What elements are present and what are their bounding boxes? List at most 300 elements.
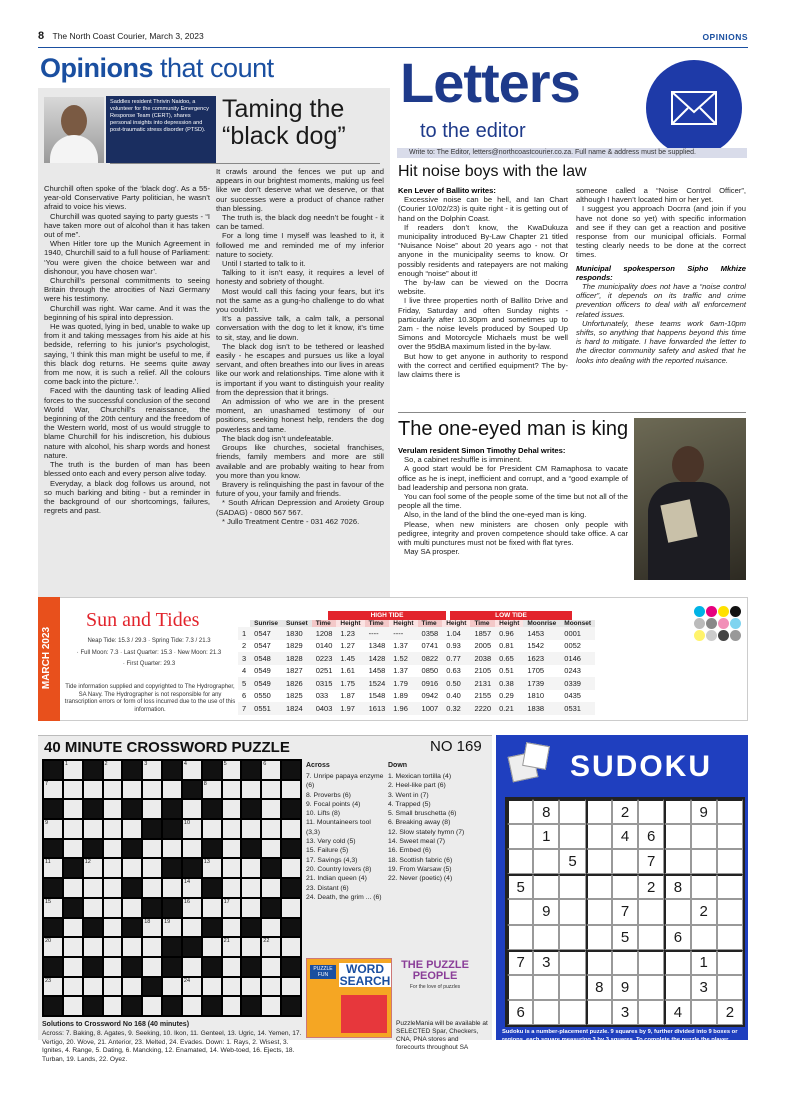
sudoku-cell[interactable] [559,799,585,824]
sudoku-cell: 7 [507,950,533,975]
crossword-black-cell [281,839,301,859]
tide-cell: 0741 [421,641,439,651]
sudoku-cell[interactable] [586,1000,612,1025]
crossword-cell[interactable] [83,780,103,800]
tide-cell: 1.87 [340,691,355,701]
sudoku-cell[interactable] [717,925,743,950]
crossword-cell[interactable] [241,898,261,918]
tide-cell: 0.93 [446,641,461,651]
crossword-cell[interactable] [222,839,242,859]
sudoku-cell[interactable] [586,874,612,899]
sudoku-cell[interactable] [559,1000,585,1025]
color-swatch [718,606,729,617]
tide-cell: 1.23 [336,627,364,640]
crossword-black-cell [202,957,222,977]
crossword-cell[interactable] [202,819,222,839]
crossword-black-cell [63,858,83,878]
crossword-black-cell [142,819,162,839]
crossword-cell[interactable] [63,937,83,957]
crossword-cell[interactable] [241,858,261,878]
crossword-black-cell [83,957,103,977]
crossword-cell[interactable]: 22 [261,937,281,957]
crossword-number: NO 169 [430,738,482,755]
sudoku-cell[interactable] [586,925,612,950]
tide-cell: 0358 [418,627,443,640]
letter1-byline: Ken Lever of Ballito writes: [398,186,496,195]
crossword-cell[interactable] [202,977,222,997]
letters-subtitle: to the editor [420,120,526,142]
sudoku-cell[interactable] [638,799,664,824]
paragraph: Also, in the land of the blind the one-eyed man is king. [404,510,587,520]
opinion-col-2 [216,167,384,526]
sudoku-cell: 2 [638,874,664,899]
sudoku-cell[interactable] [586,824,612,849]
sudoku-cell[interactable] [559,874,585,899]
opinion-col-1 [44,184,210,515]
sudoku-cell[interactable] [717,899,743,924]
puzzlemania-note: PuzzleMania will be available at SELECTED Spar, Checkers, CNA, PNA stores and forecourts throughout SA [396,1020,488,1051]
crossword-cell[interactable] [162,839,182,859]
sudoku-cell[interactable] [717,950,743,975]
crossword-cell[interactable]: 14 [182,878,202,898]
sudoku-cell[interactable] [612,849,638,874]
crossword-cell[interactable] [63,819,83,839]
tide-cell: 1623 [523,652,560,665]
crossword-cell[interactable] [162,977,182,997]
crossword-cell[interactable] [63,918,83,938]
crossword-black-cell [122,918,142,938]
crossword-cell[interactable] [182,918,202,938]
crossword-cell[interactable] [281,898,301,918]
crossword-cell[interactable]: 10 [182,819,202,839]
sudoku-cell[interactable] [612,950,638,975]
sudoku-cell[interactable] [638,899,664,924]
tide-cell: 0531 [560,702,595,715]
crossword-cell[interactable] [122,780,142,800]
sudoku-cell: 3 [691,975,717,1000]
crossword-cell[interactable] [142,858,162,878]
crossword-cell[interactable]: 18 [142,918,162,938]
paragraph: Please, when new ministers are chosen only people with pedigree, integrity and proven competence should take office. A car with multi punctures must not be fixed with flat tyres. [398,519,628,548]
crossword-cell[interactable] [281,977,301,997]
reply-heading: Municipal spokesperson Sipho Mkhize responds: [576,263,746,282]
crossword-cell[interactable] [182,839,202,859]
tide-cell: 1613 [365,702,390,715]
paragraph: You can fool some of the people some of the time but not all of the people all the time. [398,492,628,511]
color-registration [694,606,744,718]
crossword-cell[interactable]: 2 [103,760,123,780]
crossword-cell[interactable] [63,996,83,1016]
tide-cell: 0140 [315,641,333,651]
sudoku-cell: 8 [586,975,612,1000]
page-header [38,30,748,46]
crossword-cell[interactable] [103,996,123,1016]
crossword-cell[interactable] [83,937,103,957]
crossword-cell[interactable] [202,898,222,918]
sudoku-cell[interactable] [559,824,585,849]
crossword-cell[interactable] [83,977,103,997]
crossword-black-cell [43,799,63,819]
sudoku-cell[interactable] [717,824,743,849]
crossword-cell[interactable]: 6 [261,760,281,780]
tide-cell: 0.29 [499,691,514,701]
paragraph: someone called a “Noise Control Officer”, although I haven’t located him or her yet. [576,186,746,205]
crossword-grid[interactable] [42,759,302,1017]
sudoku-cell[interactable] [559,899,585,924]
down-heading: Down [388,762,408,769]
sudoku-cell[interactable] [507,799,533,824]
crossword-cell[interactable] [261,819,281,839]
crossword-black-cell [43,760,63,780]
tides-title: Sun and Tides [86,609,200,631]
crossword-cell[interactable]: 16 [182,898,202,918]
crossword-black-cell [281,878,301,898]
crossword-cell[interactable] [241,780,261,800]
tide-cell: 1007 [418,702,443,715]
crossword-black-cell [122,957,142,977]
paragraph: Churchill’s personal commitments to seeing Britain through the atrocities of Nazi Germany were his testimony. [44,276,210,304]
crossword-cell[interactable] [103,937,123,957]
crossword-black-cell [122,839,142,859]
sudoku-cell[interactable] [717,874,743,899]
crossword-cell[interactable]: 17 [222,898,242,918]
sudoku-cell[interactable] [638,1000,664,1025]
tide-cell: 1705 [527,666,545,676]
sudoku-cell[interactable] [533,925,559,950]
sudoku-cell[interactable] [664,975,690,1000]
sudoku-cell[interactable] [507,824,533,849]
paragraph: The truth is the burden of man has been blessed onto each and every person alive today. [44,460,210,479]
crossword-cell[interactable] [261,996,281,1016]
crossword-cell[interactable]: 4 [182,760,202,780]
sudoku-cell[interactable] [507,899,533,924]
sudoku-cell[interactable] [691,874,717,899]
crossword-cell[interactable]: 11 [43,858,63,878]
crossword-cell[interactable] [241,937,261,957]
low-tide-label: LOW TIDE [450,611,572,620]
tide-cell: 0315 [312,677,337,690]
crossword-cell[interactable] [202,937,222,957]
sudoku-cell[interactable] [533,874,559,899]
crossword-cell[interactable] [103,839,123,859]
crossword-cell[interactable] [63,839,83,859]
sudoku-cell[interactable] [533,975,559,1000]
crossword-black-cell [162,937,182,957]
crossword-cell[interactable]: 19 [162,918,182,938]
crossword-cell[interactable] [142,937,162,957]
paragraph: Talking to it isn’t easy, it requires a level of honesty and sobriety of thought. [216,268,384,287]
crossword-cell[interactable]: 24 [182,977,202,997]
crossword-cell[interactable] [261,799,281,819]
crossword-cell[interactable] [281,780,301,800]
tide-cell: 1524 [365,677,390,690]
crossword-cell[interactable] [142,780,162,800]
sudoku-cell[interactable] [691,1000,717,1025]
crossword-cell[interactable] [63,780,83,800]
sudoku-cell: 2 [717,1000,743,1025]
crossword-cell[interactable] [142,957,162,977]
sudoku-cell[interactable] [507,849,533,874]
crossword-cell[interactable] [261,780,281,800]
crossword-black-cell [43,957,63,977]
crossword-cell[interactable] [103,858,123,878]
paragraph: May SA prosper. [404,547,460,557]
sudoku-grid[interactable] [505,797,745,1027]
sudoku-cell[interactable] [559,975,585,1000]
tide-cell: 0339 [560,677,595,690]
paragraph: But how to get anyone in authority to respond with the correct and certified equipment? The by-law claims there is [398,351,568,380]
crossword-cell[interactable]: 21 [222,937,242,957]
crossword-cell[interactable] [182,799,202,819]
crossword-cell[interactable] [162,878,182,898]
crossword-cell[interactable] [182,996,202,1016]
tides-phase-2: · Full Moon: 7.3 · Last Quarter: 15.3 · New Moon: 21.3 [76,650,222,656]
color-swatch [694,618,705,629]
tide-cell: 0.81 [499,641,514,651]
tide-cell: 1.96 [389,702,417,715]
sudoku-cell[interactable] [638,925,664,950]
crossword-cell[interactable] [261,918,281,938]
tide-cell: 0.96 [495,627,523,640]
sudoku-cell: 5 [612,925,638,950]
paragraph: When Hitler tore up the Munich Agreement in 1940, Churchill said to a full house of Parliament: ‘You were given the choice between war and dishonour, you have chosen war’. [44,239,210,276]
sudoku-cell[interactable] [559,950,585,975]
crossword-black-cell [281,760,301,780]
sudoku-cell[interactable] [691,849,717,874]
crossword-cell[interactable] [182,957,202,977]
tides-phase-1: Neap Tide: 15.3 / 29.3 · Spring Tide: 7.3 / 21.3 [87,638,211,644]
crossword-cell[interactable] [142,996,162,1016]
sudoku-cell: 5 [507,874,533,899]
tide-cell: 0942 [421,691,439,701]
sudoku-cell[interactable] [691,824,717,849]
crossword-black-cell [83,839,103,859]
crossword-cell[interactable] [103,878,123,898]
crossword-cell[interactable] [63,878,83,898]
letter2-headline: The one-eyed man is king [398,418,629,440]
sudoku-cell[interactable] [586,950,612,975]
tide-cell: 0052 [564,641,581,651]
tide-cell: 0916 [418,677,443,690]
puzzle-people-title: THE PUZZLE PEOPLE [401,959,469,982]
crossword-black-cell [182,937,202,957]
crossword-cell[interactable] [83,898,103,918]
tide-cell: 1739 [523,677,560,690]
crossword-black-cell [162,996,182,1016]
solutions-text: Across: 7. Baking, 8. Agates, 9. Seeking, 10. Ikon, 11. Genteel, 13. Ugric, 14. Yemen, 17. Vertigo, 20. Wove, 21. Anterior, 23. Melted, 24. Evades. Down: 1. Rays, 2. Wisest, 3. Ignites, 4. Range, 5. Dating, 6. Mancking, 12. Enamated, 14. Web-toed, 16. Ejects, 18. Turban, 19. Lands, 22. Oyez. [42,1030,302,1063]
crossword-cell[interactable] [122,977,142,997]
tide-cell: 0.32 [442,702,470,715]
sudoku-cell[interactable] [717,975,743,1000]
crossword-cell[interactable] [63,799,83,819]
crossword-cell[interactable] [281,819,301,839]
crossword-black-cell [43,839,63,859]
tide-cell: 1857 [470,627,495,640]
crossword-cell[interactable] [63,977,83,997]
tide-cell: 2155 [474,691,492,701]
sudoku-title: SUDOKU [570,750,713,783]
tides-note: Tide information supplied and copyrighted to The Hydrographer, SA Navy. The Hydrographer is not responsible for any transcription errors or form of loss incurred due to the use of this information. [64,684,236,713]
sudoku-cell[interactable] [507,975,533,1000]
crossword-cell[interactable]: 3 [142,760,162,780]
crossword-cell[interactable] [122,858,142,878]
crossword-black-cell [43,918,63,938]
sudoku-cell[interactable] [664,950,690,975]
crossword-black-cell [162,957,182,977]
tide-cell: 0.40 [446,691,461,701]
tide-cell: 1828 [282,652,312,665]
crossword-cell[interactable] [222,780,242,800]
crossword-cell[interactable] [103,918,123,938]
crossword-cell[interactable] [222,858,242,878]
tide-cell: 1825 [286,691,303,701]
crossword-cell[interactable] [222,878,242,898]
paragraph: He was quoted, lying in bed, unable to wake up from it and taking messages from his aide at his bedside, referring to his junior’s psychologist, saying, ‘I think this man might be useful to me, if this black dog returns. He seems quite away from me now, it is such a relief. All the colours come back into the picture.’. [44,322,210,387]
crossword-cell[interactable] [103,799,123,819]
crossword-cell[interactable]: 13 [202,858,222,878]
crossword-cell[interactable] [241,878,261,898]
crossword-cell[interactable] [281,937,301,957]
solutions-heading: Solutions to Crossword No 168 (40 minutes) [42,1021,190,1028]
sudoku-cell[interactable] [664,899,690,924]
tide-cell: 1.79 [389,677,417,690]
crossword-cell[interactable] [222,996,242,1016]
tide-cell: 0550 [254,691,271,701]
sudoku-cell[interactable] [664,799,690,824]
tide-cell: 1826 [282,677,312,690]
sudoku-cell: 1 [533,824,559,849]
color-swatch [730,630,741,641]
crossword-black-cell [241,957,261,977]
crossword-cell[interactable] [103,898,123,918]
crossword-cell[interactable] [222,977,242,997]
sudoku-cell[interactable] [533,1000,559,1025]
tide-table [238,620,688,715]
paragraph: The truth is, the black dog needn’t be fought - it can be tamed. [216,213,384,232]
sudoku-cell[interactable] [664,824,690,849]
sudoku-cell[interactable] [717,799,743,824]
sudoku-cell[interactable] [664,849,690,874]
crossword-cell[interactable] [103,977,123,997]
paragraph: The black dog isn’t undefeatable. [222,433,334,443]
crossword-black-cell [281,918,301,938]
reply-paragraph: Unfortunately, these teams work 6am-10pm shifts, so anything that happens beyond this time is hard to mitigate. I have forwarded the letter to the director community safety and asked that he looks into dealing with the reported nuisance. [576,318,746,365]
crossword-cell[interactable] [142,878,162,898]
crossword-cell[interactable]: 9 [43,819,63,839]
crossword-cell[interactable] [103,780,123,800]
tides-month: MARCH 2023 [41,626,52,690]
crossword-cell[interactable] [222,918,242,938]
crossword-cell[interactable] [222,957,242,977]
crossword-black-cell [202,878,222,898]
crossword-cell[interactable] [103,819,123,839]
sudoku-cell[interactable] [586,799,612,824]
crossword-cell[interactable] [63,957,83,977]
crossword-cell[interactable] [122,898,142,918]
crossword-cell[interactable] [241,977,261,997]
crossword-cell[interactable]: 5 [222,760,242,780]
crossword-cell[interactable]: 20 [43,937,63,957]
sudoku-cell[interactable] [559,925,585,950]
sudoku-cell[interactable] [507,925,533,950]
tide-cell: 0822 [418,652,443,665]
crossword-black-cell [162,898,182,918]
crossword-cell[interactable] [162,780,182,800]
tide-cell: 0.65 [495,652,523,665]
president-photo [634,418,746,580]
sudoku-cell[interactable] [586,899,612,924]
sudoku-cell: 4 [612,824,638,849]
tide-col-header: Time [418,620,443,627]
table-row [238,640,595,653]
tide-cell: 1542 [527,641,545,651]
crossword-cell[interactable] [142,799,162,819]
crossword-cell[interactable] [241,819,261,839]
color-swatch [706,630,717,641]
sudoku-cell[interactable] [638,950,664,975]
paragraph: A good start would be for President CM Ramaphosa to vacate office as he is inept, inefficient and corrupt, and a “good example of bad leadership and persona non grata. [398,464,628,492]
sudoku-cell[interactable] [717,849,743,874]
tide-cell: 2038 [470,652,495,665]
crossword-cell[interactable] [261,878,281,898]
crossword-cell[interactable] [281,858,301,878]
crossword-black-cell [281,799,301,819]
tide-cell: 3 [238,652,250,665]
crossword-black-cell [122,996,142,1016]
crossword-cell[interactable] [83,819,103,839]
headline-rule [110,163,380,164]
crossword-cell[interactable]: 12 [83,858,103,878]
crossword-cell[interactable]: 15 [43,898,63,918]
paragraph: Bravery is relinquishing the past in favour of the future of you, your family and friends. [216,479,384,499]
paragraph: So, a cabinet reshuffle is imminent. [404,455,523,465]
tide-cell: 1824 [282,702,312,715]
color-swatch [718,618,729,629]
crossword-cell[interactable] [261,957,281,977]
crossword-black-cell [83,799,103,819]
sudoku-cell[interactable] [691,925,717,950]
crossword-cell[interactable] [83,878,103,898]
sudoku-cell[interactable] [533,849,559,874]
crossword-cell[interactable] [142,839,162,859]
crossword-cell[interactable]: 8 [202,780,222,800]
crossword-cell[interactable] [222,799,242,819]
sudoku-cell[interactable] [586,849,612,874]
tide-cell: 1.61 [340,666,355,676]
crossword-cell[interactable] [222,819,242,839]
sudoku-cell: 7 [612,899,638,924]
crossword-cell[interactable]: 23 [43,977,63,997]
tide-cell: 0.77 [442,652,470,665]
crossword-black-cell [281,957,301,977]
crossword-cell[interactable] [122,937,142,957]
crossword-cell[interactable] [261,977,281,997]
crossword-cell[interactable] [122,819,142,839]
crossword-cell[interactable] [103,957,123,977]
crossword-cell[interactable] [261,839,281,859]
crossword-cell[interactable]: 7 [43,780,63,800]
table-row [238,690,595,703]
crossword-black-cell [162,819,182,839]
letter1-headline: Hit noise boys with the law [398,163,587,180]
letters-title: Letters [400,51,580,114]
sudoku-cell[interactable] [612,874,638,899]
section-label: OPINIONS [702,32,748,42]
crossword-cell[interactable]: 1 [63,760,83,780]
crossword-black-cell [261,858,281,878]
sudoku-cell[interactable] [638,975,664,1000]
paragraph: Excessive noise can be hell, and Ian Chart (Courier 10/02/23) is quite right - it is getting out of hand on the Dolphin Coast. [398,195,568,223]
